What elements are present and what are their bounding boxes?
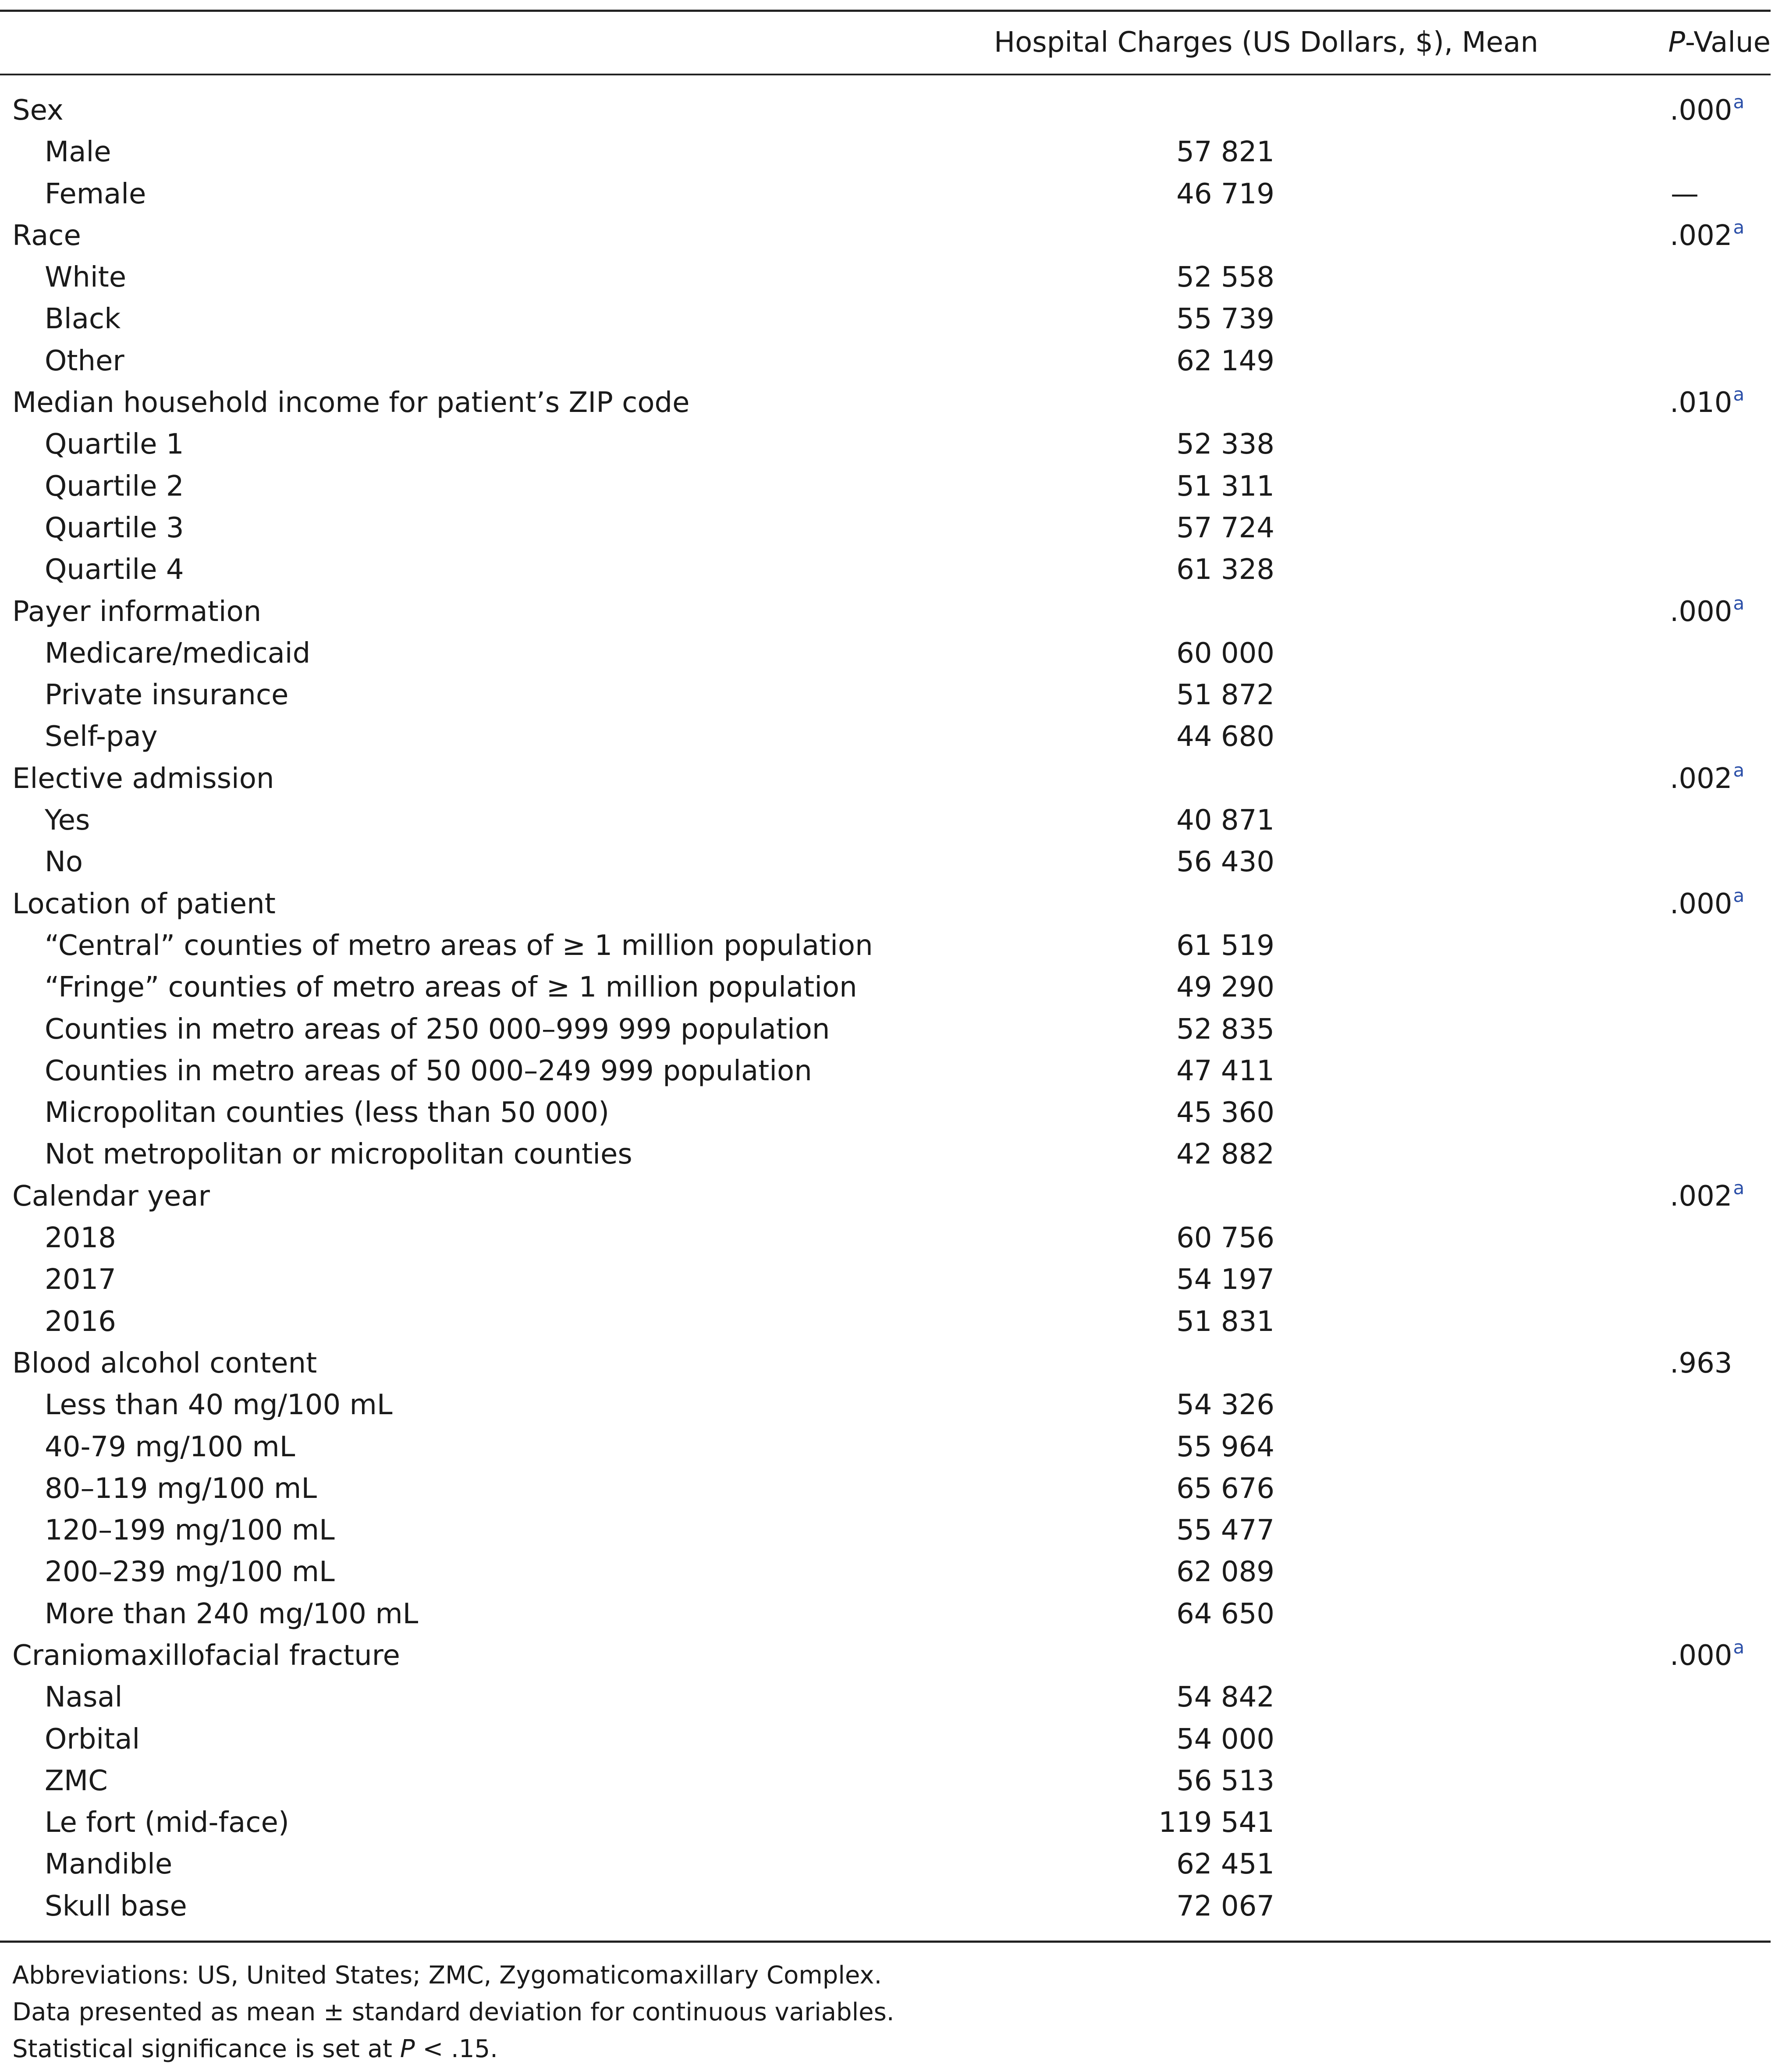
mean-charge: 56 513 [1176, 1764, 1274, 1797]
row-label: Le fort (mid-face) [45, 1806, 289, 1839]
significance-superscript: a [1733, 1177, 1745, 1199]
row-label: Mandible [45, 1848, 173, 1881]
footnote-significance-pre: Statistical significance is set at [12, 2035, 400, 2063]
table-row [0, 1009, 1782, 1050]
table-group-row [0, 1635, 1782, 1677]
row-label: Micropolitan counties (less than 50 000) [45, 1096, 610, 1129]
mean-charge: 61 519 [1176, 929, 1274, 962]
row-label: Less than 40 mg/100 mL [45, 1389, 393, 1422]
row-label: 2017 [45, 1263, 116, 1296]
row-label: Counties in metro areas of 250 000–999 999 population [45, 1013, 830, 1046]
table-row [0, 424, 1782, 465]
significance-superscript: a [1733, 592, 1745, 614]
table-row [0, 257, 1782, 298]
table-row [0, 674, 1782, 716]
mean-charge: 47 411 [1176, 1054, 1274, 1087]
mean-charge: 52 338 [1176, 428, 1274, 461]
p-value-text: .002 [1670, 762, 1732, 795]
table-row [0, 1719, 1782, 1760]
significance-superscript: a [1733, 91, 1745, 113]
mean-charge: 46 719 [1176, 177, 1274, 210]
mean-charge: 52 558 [1176, 261, 1274, 294]
mean-charge: 62 089 [1176, 1556, 1274, 1589]
p-value [1670, 1635, 1744, 1679]
row-label: White [45, 261, 127, 294]
mean-charge: 44 680 [1176, 720, 1274, 753]
mean-charge: 119 541 [1158, 1806, 1274, 1839]
row-label: Quartile 2 [45, 470, 184, 503]
mean-charge: 62 451 [1176, 1848, 1274, 1881]
table-row [0, 1551, 1782, 1593]
row-label: No [45, 846, 83, 879]
table-row [0, 800, 1782, 841]
mean-charge: 40 871 [1176, 804, 1274, 837]
p-value [1670, 758, 1744, 802]
mean-charge: 56 430 [1176, 846, 1274, 879]
group-label: Craniomaxillofacial fracture [12, 1639, 400, 1672]
table-group-row [0, 215, 1782, 257]
row-label: “Central” counties of metro areas of ≥ 1 million population [45, 929, 873, 962]
mean-charge: 51 872 [1176, 679, 1274, 712]
mean-charge: 45 360 [1176, 1096, 1274, 1129]
p-value-text: .963 [1670, 1347, 1732, 1380]
table-row [0, 1092, 1782, 1134]
pvalue-header-rest: -Value [1685, 26, 1771, 59]
mean-charge: 57 821 [1176, 136, 1274, 169]
group-label: Calendar year [12, 1180, 210, 1213]
row-label: Quartile 3 [45, 511, 184, 544]
table-body [0, 90, 1782, 1927]
row-label: Quartile 1 [45, 428, 184, 461]
significance-superscript: a [1733, 383, 1745, 405]
mean-charge: 55 477 [1176, 1514, 1274, 1547]
table-row [0, 466, 1782, 507]
row-label: 200–239 mg/100 mL [45, 1556, 335, 1589]
p-value-text: .002 [1670, 219, 1732, 252]
p-value-text: .000 [1670, 595, 1732, 628]
footnote-significance-p: P [400, 2035, 415, 2063]
table-row [0, 1426, 1782, 1468]
row-label: Other [45, 344, 124, 377]
table-group-row [0, 758, 1782, 800]
row-label: Medicare/medicaid [45, 637, 311, 670]
table-group-row [0, 591, 1782, 633]
mean-charge: 54 326 [1176, 1389, 1274, 1422]
p-value [1670, 591, 1744, 635]
row-label: Male [45, 136, 111, 169]
row-label: 2018 [45, 1222, 116, 1255]
mean-charge: 60 000 [1176, 637, 1274, 670]
table-row [0, 1802, 1782, 1844]
table-bottom-rule [0, 1941, 1771, 1943]
mean-charge: 51 831 [1176, 1305, 1274, 1338]
table-row [0, 967, 1782, 1008]
p-value-text: .002 [1670, 1180, 1732, 1213]
row-label: 2016 [45, 1305, 116, 1338]
row-label: Black [45, 303, 121, 336]
p-value [1670, 382, 1744, 426]
significance-superscript: a [1733, 1636, 1745, 1658]
p-value [1670, 1176, 1744, 1220]
footnote-significance [12, 2031, 895, 2068]
mean-charge: 64 650 [1176, 1597, 1274, 1630]
mean-charge: 72 067 [1176, 1890, 1274, 1923]
table-header-rule [0, 74, 1771, 75]
mean-charge: 49 290 [1176, 971, 1274, 1004]
table-row [0, 1050, 1782, 1092]
table-row [0, 298, 1782, 340]
row-label: Self-pay [45, 720, 158, 753]
row-label: Not metropolitan or micropolitan counties [45, 1138, 632, 1171]
row-label: 40-79 mg/100 mL [45, 1430, 295, 1463]
group-label: Location of patient [12, 887, 276, 920]
p-value-text: — [1671, 177, 1699, 210]
significance-superscript: a [1733, 884, 1745, 906]
table-row [0, 716, 1782, 758]
mean-charge: 54 000 [1176, 1723, 1274, 1756]
table-row [0, 341, 1782, 382]
table-row [0, 1134, 1782, 1175]
footnote-significance-post: < .15. [415, 2035, 498, 2063]
mean-charge: 55 739 [1176, 303, 1274, 336]
mean-charge: 61 328 [1176, 553, 1274, 586]
mean-charge: 51 311 [1176, 470, 1274, 503]
mean-charge: 52 835 [1176, 1013, 1274, 1046]
mean-charge: 54 197 [1176, 1263, 1274, 1296]
table-row [0, 131, 1782, 173]
group-label: Median household income for patient’s ZIP code [12, 387, 690, 419]
row-label: Nasal [45, 1681, 123, 1714]
column-header-pvalue [1668, 23, 1771, 62]
group-label: Race [12, 219, 81, 252]
table-top-rule [0, 10, 1771, 12]
table-row [0, 1301, 1782, 1343]
p-value [1670, 90, 1744, 134]
row-label: Skull base [45, 1890, 187, 1923]
group-label: Elective admission [12, 762, 274, 795]
table-row [0, 174, 1782, 215]
group-label: Payer information [12, 595, 262, 628]
table-row [0, 1760, 1782, 1802]
table-row [0, 841, 1782, 883]
footnote-abbreviations: Abbreviations: US, United States; ZMC, Zygomaticomaxillary Complex. [12, 1961, 882, 1990]
table-row [0, 1510, 1782, 1551]
table-row [0, 1259, 1782, 1301]
table-group-row [0, 883, 1782, 925]
mean-charge: 65 676 [1176, 1472, 1274, 1505]
row-label: ZMC [45, 1764, 108, 1797]
p-value-text: .000 [1670, 887, 1732, 920]
table-row [0, 1384, 1782, 1426]
table-group-row [0, 1176, 1782, 1217]
p-value-text: .000 [1670, 1639, 1732, 1672]
row-label: Counties in metro areas of 50 000–249 999 population [45, 1054, 812, 1087]
table-row [0, 1886, 1782, 1927]
row-label: Yes [45, 804, 90, 837]
pvalue-header-p: P [1668, 26, 1685, 59]
significance-superscript: a [1733, 759, 1745, 781]
table-footnotes [12, 1957, 895, 2068]
table-row [0, 1593, 1782, 1635]
group-label: Sex [12, 94, 64, 127]
table-row [0, 1844, 1782, 1885]
p-value-text: .010 [1670, 387, 1732, 419]
row-label: 120–199 mg/100 mL [45, 1514, 335, 1547]
footnote-data-presented: Data presented as mean ± standard deviation for continuous variables. [12, 1998, 895, 2026]
mean-charge: 60 756 [1176, 1222, 1274, 1255]
row-label: 80–119 mg/100 mL [45, 1472, 317, 1505]
table-row [0, 925, 1782, 967]
table-group-row [0, 90, 1782, 131]
mean-charge: 57 724 [1176, 511, 1274, 544]
p-value-text: .000 [1670, 94, 1732, 127]
table-row [0, 507, 1782, 549]
table-row [0, 1677, 1782, 1718]
mean-charge: 42 882 [1176, 1138, 1274, 1171]
row-label: Private insurance [45, 679, 289, 712]
row-label: More than 240 mg/100 mL [45, 1597, 419, 1630]
table-row [0, 1468, 1782, 1510]
mean-charge: 62 149 [1176, 344, 1274, 377]
table-group-row [0, 382, 1782, 424]
p-value [1670, 215, 1744, 259]
column-header-charges: Hospital Charges (US Dollars, $), Mean [994, 26, 1538, 59]
row-label: “Fringe” counties of metro areas of ≥ 1 million population [45, 971, 857, 1004]
group-label: Blood alcohol content [12, 1347, 317, 1380]
p-value [1670, 1343, 1732, 1384]
table-group-row [0, 1343, 1782, 1384]
table-row [0, 633, 1782, 674]
p-value [1670, 883, 1744, 928]
row-label: Orbital [45, 1723, 140, 1756]
row-label: Quartile 4 [45, 553, 184, 586]
table-row [0, 549, 1782, 591]
p-value [1671, 174, 1699, 215]
table-row [0, 1217, 1782, 1259]
row-label: Female [45, 177, 146, 210]
mean-charge: 55 964 [1176, 1430, 1274, 1463]
mean-charge: 54 842 [1176, 1681, 1274, 1714]
significance-superscript: a [1733, 216, 1745, 238]
